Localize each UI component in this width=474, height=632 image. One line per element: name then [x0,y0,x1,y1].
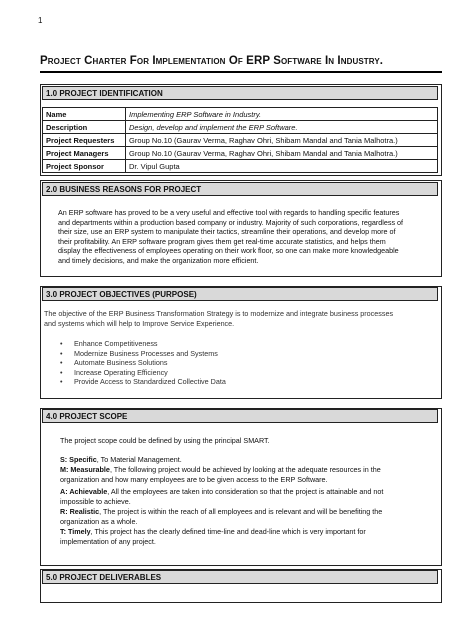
row-label: Project Managers [43,147,126,160]
smart-term: T: Timely [60,527,91,536]
smart-term: R: Realistic [60,507,100,516]
table-row [43,160,438,173]
objectives-list [60,339,226,387]
smart-text: implementation of any project. [60,536,156,546]
list-item: • Provide Access to Standardized Collective Data [60,377,226,387]
smart-text: , All the employees are taken into consideration so that the project is attainable and not [107,487,384,496]
smart-term: M: Measurable [60,465,110,474]
smart-text: , To Material Management. [96,455,182,464]
section-heading-objectives: 3.0 PROJECT OBJECTIVES (PURPOSE) [42,287,438,301]
table-row [43,147,438,160]
smart-text: organization as a whole. [60,516,138,526]
row-label: Project Sponsor [43,160,126,173]
text-line: and systems which will help to Improve Service Experience. [44,318,235,328]
smart-item [60,487,430,506]
scope-intro: The project scope could be defined by using the principal SMART. [60,436,270,445]
table-row [43,121,438,134]
row-value: Group No.10 (Gaurav Verma, Raghav Ohri, Shibam Mandal and Tania Malhotra.) [126,147,438,160]
page-corner-mark: 1 [38,16,43,25]
smart-item [60,527,430,546]
smart-text: impossible to achieve. [60,496,131,506]
list-item: • Increase Operating Efficiency [60,368,226,378]
smart-item [60,465,430,484]
document-title: Project Charter For Implementation Of ERP Software In Industry. [40,55,384,67]
objectives-text [44,309,393,328]
row-value: Group No.10 (Gaurav Verma, Raghav Ohri, Shibam Mandal and Tania Malhotra.) [126,134,438,147]
row-label: Project Requesters [43,134,126,147]
text-line: and timely decisions, and make the organization more efficient. [58,255,259,265]
identification-table [42,107,438,173]
smart-item [60,455,430,465]
smart-item [60,507,430,526]
text-line: their profitability. An ERP software program gives them get real-time accurate statistics, and helps them [58,236,386,246]
list-item: • Modernize Business Processes and Systems [60,349,226,359]
row-label: Name [43,108,126,121]
text-line: display the effectiveness of employees operating on their work floor, so one can make more knowledgeable [58,246,399,256]
text-line: The objective of the ERP Business Transformation Strategy is to modernize and integrate business processes [44,309,394,318]
row-value: Design, develop and implement the ERP Software. [126,121,438,134]
section-heading-business-reasons: 2.0 BUSINESS REASONS FOR PROJECT [42,182,438,196]
section-heading-identification: 1.0 PROJECT IDENTIFICATION [42,86,438,100]
smart-text: , The following project would be achieved by looking at the adequate resources in the [109,465,381,474]
row-value: Dr. Vipul Gupta [126,160,438,173]
row-label: Description [43,121,126,134]
text-line: and departments within a production based company or industry. Majority of such corporations, regardless of [58,217,404,227]
smart-term: A: Achievable [60,487,108,496]
text-line: An ERP software has proved to be a very useful and effective tool with regards to handling specific features [58,208,400,217]
smart-text: , The project is within the reach of all employees and is relevant and will be benefiting the [99,507,383,516]
smart-term: S: Specific [60,455,97,464]
row-value: Implementing ERP Software in Industry. [126,108,438,121]
text-line: their size, use an ERP system to manipulate their tactics, streamline their operations, and develop more of [58,227,396,237]
list-item: • Enhance Competitiveness [60,339,226,349]
title-underline [40,71,442,73]
smart-text: , This project has the clearly defined time-line and dead-line which is very important for [90,527,366,536]
section-heading-scope: 4.0 PROJECT SCOPE [42,409,438,423]
section-heading-deliverables: 5.0 PROJECT DELIVERABLES [42,570,438,584]
list-item: • Automate Business Solutions [60,358,226,368]
smart-text: organization and how many employees are to be given access to the ERP Software. [60,474,328,484]
business-reasons-text [58,208,403,266]
table-row [43,108,438,121]
table-row [43,134,438,147]
